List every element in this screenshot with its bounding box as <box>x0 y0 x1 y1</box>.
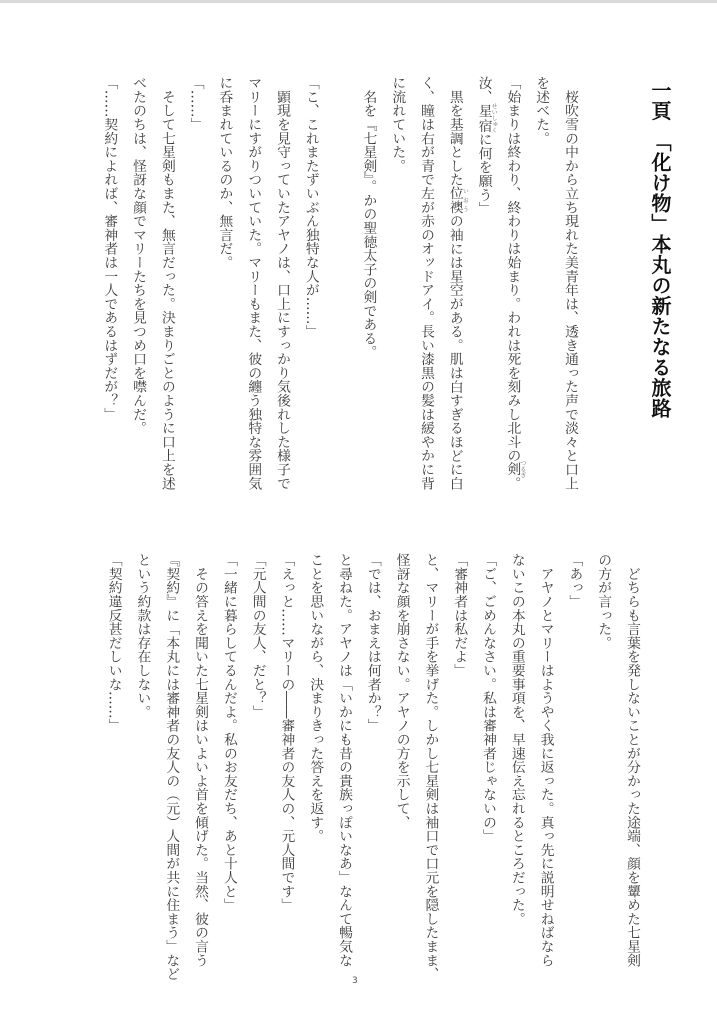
ruby-word <box>475 103 498 134</box>
text-segment: ことを思いながら、決まりきった答えを返す。 <box>307 553 324 843</box>
text-segment: 「ご、ごめんなさい。私は審神者じゃないの」 <box>480 553 497 843</box>
text-segment: 顕現を見守っていたアヤノは、口上にすっかり気後れした様子で <box>274 76 291 490</box>
text-line <box>296 76 325 506</box>
text-segment: 「審神者は私だよ」 <box>451 553 468 678</box>
text-line <box>156 553 185 981</box>
ruby-base: 位襖 <box>446 186 463 215</box>
text-segment: 「えっと……マリーの――審神者の友人の、元人間です」 <box>278 553 295 912</box>
text-segment: に呑まれているのか、無言だ。 <box>216 76 233 270</box>
text-segment: 「……」 <box>187 76 204 132</box>
text-segment: 。 <box>504 476 521 491</box>
text-segment: く、瞳は右が青で左が赤のオッドアイ。長い漆黒の髪は緩やかに背 <box>418 76 435 490</box>
text-segment: 「……契約によれば、審神者は一人であるはずだが？」 <box>101 76 118 421</box>
text-line <box>123 76 152 506</box>
ruby-reading: いおう <box>461 186 469 214</box>
chapter-title: 一頁 「化け物」本丸の新たなる旅路 <box>648 80 672 419</box>
text-line <box>469 76 498 506</box>
text-segment: 怪訝な顔を崩さない。アヤノの方を示して、 <box>393 553 410 829</box>
text-line <box>267 76 296 506</box>
ruby-word <box>504 460 526 479</box>
ruby-reading: つるぎ <box>518 460 526 479</box>
text-segment: に何を願う」 <box>475 132 492 216</box>
text-segment: べたのちは、怪訝な顔でマリーたちを見つめ口を噤んだ。 <box>130 76 147 435</box>
text-line <box>128 553 157 973</box>
text-segment: その答えを聞いた七星剣はいよいよ首を傾げた。当然、彼の言う <box>192 553 209 967</box>
text-line <box>440 76 469 506</box>
text-line <box>325 76 354 506</box>
text-segment: マリーにすがりついていた。マリーもまた、彼の纏う独特な雰囲気 <box>245 76 262 490</box>
text-line <box>272 553 301 973</box>
text-line <box>531 553 560 973</box>
text-line <box>588 553 617 973</box>
text-segment: という約款は存在しない。 <box>134 553 151 719</box>
text-line <box>358 553 387 973</box>
ruby-reading: せいしゅく <box>490 103 498 134</box>
text-segment: 「一緒に暮らしてるんだよ。私のお友だち、あと十人と」 <box>220 553 237 912</box>
text-segment: 「元人間の友人、だと？」 <box>249 553 266 719</box>
text-line <box>210 76 239 506</box>
text-segment: の方が言った。 <box>595 553 612 650</box>
text-block-top <box>94 76 675 506</box>
text-line <box>243 553 272 973</box>
text-line <box>94 76 123 506</box>
text-line <box>354 76 383 506</box>
text-line <box>387 553 416 973</box>
text-line <box>416 553 445 981</box>
text-segment: ないこの本丸の重要事項を、早速伝え忘れるところだった。 <box>508 553 525 926</box>
text-line <box>300 553 329 973</box>
text-line <box>99 553 128 973</box>
text-line <box>214 553 243 973</box>
text-segment: と尋ねた。アヤノは「いかにも昔の貴族っぽいなあ」なんて暢気な <box>336 553 353 967</box>
text-segment: と、マリーが手を挙げた。しかし七星剣は袖口で口元を隠したまま、 <box>422 553 439 981</box>
text-line <box>555 76 584 506</box>
text-segment: 『契約』に「本丸には審神者の友人の（元）人間が共に住まう」など <box>163 553 180 981</box>
text-line <box>560 553 589 973</box>
text-segment: 桜吹雪の中から立ち現れた美青年は、透き通った声で淡々と口上 <box>562 76 578 490</box>
text-line <box>185 553 214 973</box>
text-segment: そして七星剣もまた、無言だった。決まりごとのように口上を述 <box>158 76 175 490</box>
text-segment: 「あっ」 <box>566 553 583 609</box>
text-segment: に流れていた。 <box>389 76 406 173</box>
text-line <box>238 76 267 506</box>
text-segment: の袖には星空がある。肌は白すぎるほどに白 <box>446 214 463 491</box>
text-block-bottom <box>99 553 646 981</box>
ruby-base: 星宿 <box>475 103 492 134</box>
text-segment: 汝、 <box>475 76 492 104</box>
text-line <box>498 76 527 506</box>
text-segment: 「では、おまえは何者か？」 <box>364 553 381 733</box>
text-line <box>444 553 473 973</box>
text-line <box>617 553 646 973</box>
ruby-base: 剣 <box>504 460 521 479</box>
text-segment: どちらも言葉を発しないことが分かった途端、顔を顰めた七星剣 <box>624 553 640 967</box>
text-segment: を述べた。 <box>533 76 550 145</box>
top-border <box>0 0 717 3</box>
text-segment: 「契約違反甚だしいな……」 <box>105 553 122 733</box>
text-line <box>526 76 555 506</box>
text-segment: 黒を基調とした <box>446 76 463 187</box>
text-line <box>329 553 358 973</box>
text-line <box>502 553 531 973</box>
page-number: 3 <box>352 976 358 986</box>
text-line <box>152 76 181 506</box>
text-line <box>473 553 502 973</box>
text-segment: 「こ、これまたずいぶん独特な人が……」 <box>302 76 319 339</box>
text-line <box>382 76 411 506</box>
text-segment: 「始まりは終わり、終わりは始まり。われは死を刻みし北斗の <box>504 76 521 463</box>
text-line <box>411 76 440 506</box>
text-line <box>181 76 210 506</box>
text-segment: 名を『七星剣』。かの聖徳太子の剣である。 <box>360 76 377 359</box>
text-segment: アヤノとマリーはようやく我に返った。真っ先に説明せねばなら <box>537 553 554 967</box>
ruby-word <box>446 186 469 215</box>
